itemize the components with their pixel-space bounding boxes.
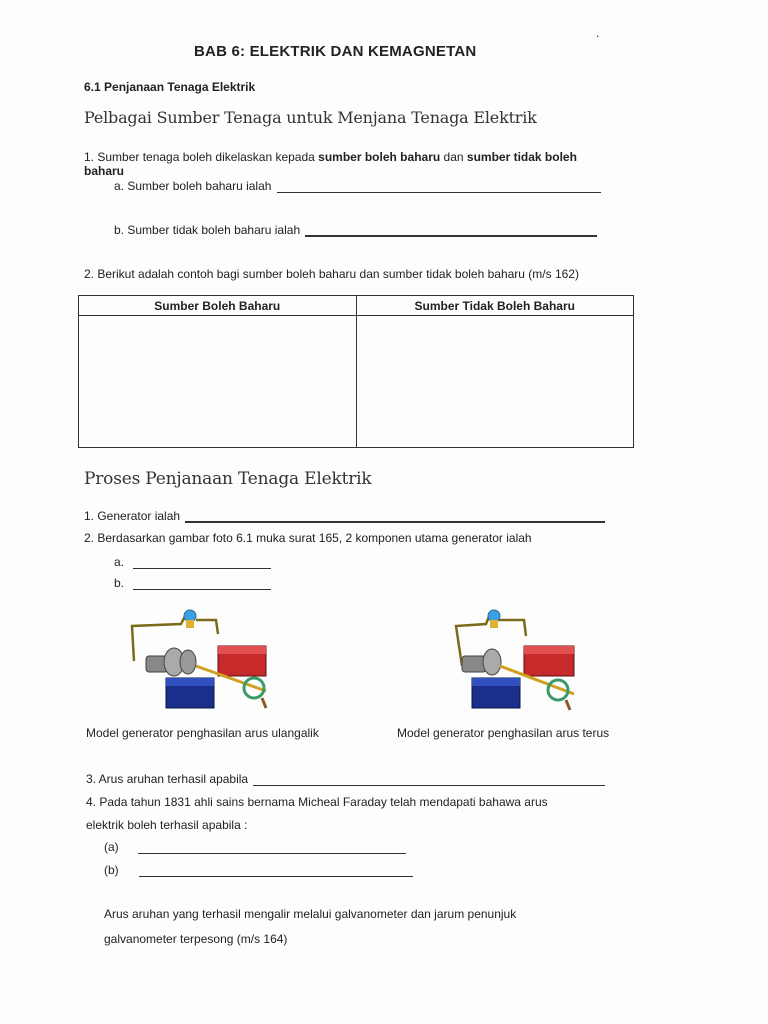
heading-generation-process: Proses Penjanaan Tenaga Elektrik bbox=[84, 469, 372, 489]
gen-question-1 bbox=[84, 509, 605, 523]
q1b bbox=[114, 223, 597, 237]
corner-dot: . bbox=[596, 26, 600, 40]
caption-dc-generator: Model generator penghasilan arus terus bbox=[397, 726, 610, 740]
question-4-line2: elektrik boleh terhasil apabila : bbox=[86, 818, 248, 832]
dc-generator-image bbox=[446, 606, 586, 716]
q4b bbox=[104, 863, 413, 877]
q4a-answer-line[interactable] bbox=[138, 853, 406, 854]
question-4-line1: 4. Pada tahun 1831 ahli sains bernama Micheal Faraday telah mendapati bahawa arus bbox=[86, 795, 548, 809]
q3-answer-line[interactable] bbox=[253, 785, 605, 786]
heading-energy-sources: Pelbagai Sumber Tenaga untuk Menjana Tenaga Elektrik bbox=[84, 108, 537, 127]
gen-question-2: 2. Berdasarkan gambar foto 6.1 muka surat 165, 2 komponen utama generator ialah bbox=[84, 531, 532, 545]
gen-q1-answer-line[interactable] bbox=[185, 521, 605, 523]
q1a-label: a. Sumber boleh baharu ialah bbox=[114, 179, 272, 193]
q4b-answer-line[interactable] bbox=[139, 876, 413, 877]
q1a bbox=[114, 179, 601, 193]
gen-q2a-label: a. bbox=[114, 555, 125, 569]
q4a-label: (a) bbox=[104, 840, 119, 854]
q1-text-and: dan bbox=[440, 150, 467, 164]
q1-bold-renewable: sumber boleh baharu bbox=[318, 150, 441, 164]
table-header-nonrenewable: Sumber Tidak Boleh Baharu bbox=[356, 296, 634, 316]
table-header-renewable: Sumber Boleh Baharu bbox=[79, 296, 357, 316]
question-1 bbox=[84, 150, 577, 164]
ac-generator-image bbox=[126, 606, 276, 716]
q4-note-line2: galvanometer terpesong (m/s 164) bbox=[104, 932, 288, 946]
q1b-answer-line[interactable] bbox=[305, 235, 597, 237]
q1a-answer-line[interactable] bbox=[277, 192, 601, 193]
gen-q2b bbox=[114, 576, 271, 590]
question-3 bbox=[86, 772, 605, 786]
q1-bold-continued: baharu bbox=[84, 164, 125, 178]
table-cell-renewable[interactable] bbox=[79, 316, 357, 448]
section-title: 6.1 Penjanaan Tenaga Elektrik bbox=[84, 80, 256, 94]
q1-bold-nonrenewable: sumber tidak boleh bbox=[466, 150, 577, 164]
gen-q2b-answer-line[interactable] bbox=[133, 589, 271, 590]
gen-q2a-answer-line[interactable] bbox=[133, 568, 271, 569]
question-2: 2. Berikut adalah contoh bagi sumber boleh baharu dan sumber tidak boleh baharu (m/s 162) bbox=[84, 267, 579, 281]
q1-text: 1. Sumber tenaga boleh dikelaskan kepada bbox=[84, 150, 319, 164]
table-cell-nonrenewable[interactable] bbox=[356, 316, 634, 448]
q4b-label: (b) bbox=[104, 863, 119, 877]
q4a bbox=[104, 840, 406, 854]
q4-note-line1: Arus aruhan yang terhasil mengalir melalui galvanometer dan jarum penunjuk bbox=[104, 907, 517, 921]
caption-ac-generator: Model generator penghasilan arus ulangalik bbox=[86, 726, 319, 740]
chapter-title: BAB 6: ELEKTRIK DAN KEMAGNETAN bbox=[194, 43, 477, 60]
energy-sources-table bbox=[78, 295, 634, 448]
q3-label: 3. Arus aruhan terhasil apabila bbox=[86, 772, 249, 786]
gen-q1-label: 1. Generator ialah bbox=[84, 509, 181, 523]
q1b-label: b. Sumber tidak boleh baharu ialah bbox=[114, 223, 301, 237]
gen-q2b-label: b. bbox=[114, 576, 125, 590]
gen-q2a bbox=[114, 555, 271, 569]
